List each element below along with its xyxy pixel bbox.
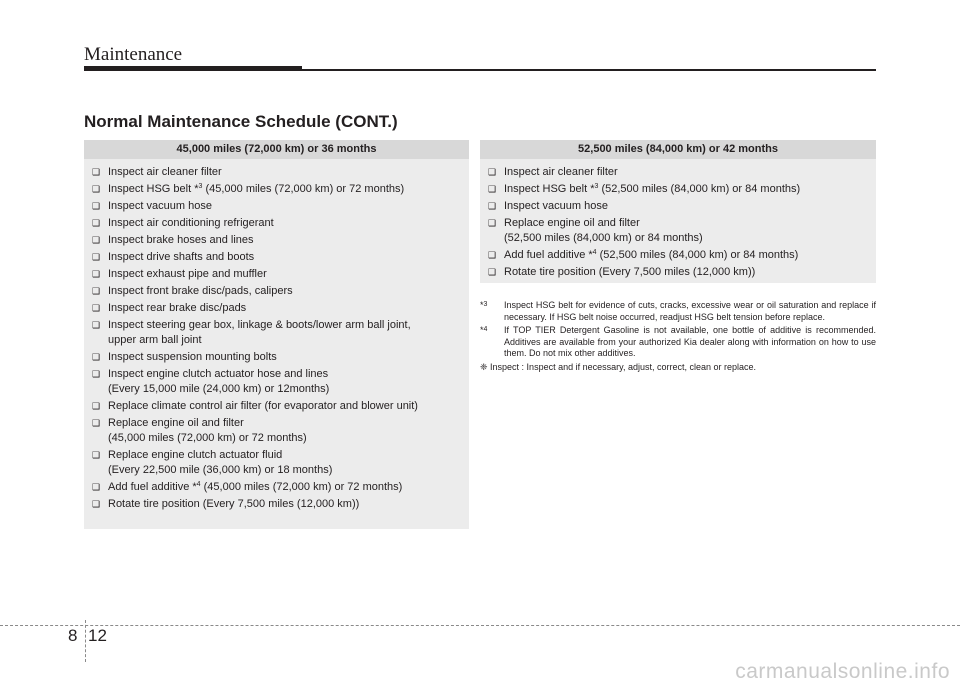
checkbox-icon: ❑ bbox=[92, 286, 101, 296]
checklist-item bbox=[92, 182, 469, 197]
footnote-marker: *$^4$ bbox=[480, 325, 488, 335]
checklist-item bbox=[92, 350, 469, 365]
checkbox-icon: ❑ bbox=[488, 184, 497, 194]
footer-divider bbox=[85, 620, 86, 662]
checklist-item-label: Inspect front brake disc/pads, calipers bbox=[108, 285, 293, 297]
checklist-item-label: Inspect air cleaner filter bbox=[504, 166, 618, 178]
checklist-item bbox=[92, 497, 469, 512]
page-header-title: Maintenance bbox=[84, 44, 183, 65]
checklist-item bbox=[92, 480, 469, 495]
checklist-item bbox=[92, 267, 469, 282]
checklist-item-label: Inspect engine clutch actuator hose and lines (Every 15,000 mile (24,000 km) or 12months) bbox=[108, 368, 330, 395]
checklist-item bbox=[488, 165, 876, 180]
checklist-item-label: Inspect vacuum hose bbox=[108, 200, 212, 212]
checklist-item bbox=[92, 233, 469, 248]
checkbox-icon: ❑ bbox=[92, 269, 101, 279]
checkbox-icon: ❑ bbox=[92, 303, 101, 313]
footnote bbox=[480, 300, 876, 323]
page-number: 12 bbox=[88, 626, 107, 645]
section-title: Normal Maintenance Schedule (CONT.) bbox=[84, 112, 398, 131]
checkbox-icon: ❑ bbox=[92, 167, 101, 177]
checklist bbox=[84, 159, 469, 512]
header-rule-thin bbox=[302, 69, 876, 71]
checkbox-icon: ❑ bbox=[488, 267, 497, 277]
checklist-item-label: Inspect air conditioning refrigerant bbox=[108, 217, 274, 229]
checklist-item-label: Replace engine clutch actuator fluid (Every 22,500 mile (36,000 km) or 18 months) bbox=[108, 449, 333, 476]
checklist-item-label: Inspect HSG belt *$^3$ (45,000 miles (72,000 km) or 72 months) bbox=[108, 183, 405, 195]
checkbox-icon: ❑ bbox=[488, 250, 497, 260]
checklist-item-label: Inspect brake hoses and lines bbox=[108, 234, 254, 246]
checkbox-icon: ❑ bbox=[488, 201, 497, 211]
panel-heading: 45,000 miles (72,000 km) or 36 months bbox=[84, 140, 469, 159]
checkbox-icon: ❑ bbox=[92, 252, 101, 262]
footer-rule bbox=[0, 625, 960, 626]
checklist-item-label: Add fuel additive *$^4$ (52,500 miles (84,000 km) or 84 months) bbox=[504, 249, 799, 261]
checklist-item-label: Replace engine oil and filter (52,500 miles (84,000 km) or 84 months) bbox=[504, 217, 703, 244]
checklist-item-label: Inspect drive shafts and boots bbox=[108, 251, 255, 263]
checklist-item bbox=[92, 250, 469, 265]
footnote-text: If TOP TIER Detergent Gasoline is not available, one bottle of additive is recommended. Additives are available from your authorized Kia dealer along with information on how to use them. Do not mix other additives. bbox=[504, 325, 876, 358]
checkbox-icon: ❑ bbox=[92, 352, 101, 362]
checklist-item bbox=[92, 216, 469, 231]
footnote-marker-number: 3 bbox=[483, 301, 488, 308]
chapter-number: 8 bbox=[68, 626, 78, 645]
checkbox-icon: ❑ bbox=[92, 369, 101, 379]
checklist-item-label: Rotate tire position (Every 7,500 miles (12,000 km)) bbox=[504, 266, 756, 278]
footnote-ref: 4 bbox=[196, 481, 201, 488]
checklist-item-label: Inspect suspension mounting bolts bbox=[108, 351, 277, 363]
checkbox-icon: ❑ bbox=[92, 450, 101, 460]
checklist-item-label: Add fuel additive *$^4$ (45,000 miles (72,000 km) or 72 months) bbox=[108, 481, 403, 493]
checkbox-icon: ❑ bbox=[92, 320, 101, 330]
checklist-item-label: Replace climate control air filter (for evaporator and blower unit) bbox=[108, 400, 418, 412]
checkbox-icon: ❑ bbox=[92, 401, 101, 411]
header-rule-thick bbox=[84, 66, 302, 71]
checklist-item bbox=[488, 216, 876, 246]
checklist-item-label: Inspect air cleaner filter bbox=[108, 166, 222, 178]
panel-heading: 52,500 miles (84,000 km) or 42 months bbox=[480, 140, 876, 159]
checkbox-icon: ❑ bbox=[92, 218, 101, 228]
footnote-text: Inspect HSG belt for evidence of cuts, cracks, excessive wear or oil saturation and replace if necessary. If HSG belt noise occurred, readjust HSG belt tension before replace. bbox=[504, 300, 876, 322]
checklist-item bbox=[92, 318, 469, 348]
inspect-definition-note: ❈ Inspect : Inspect and if necessary, adjust, correct, clean or replace. bbox=[480, 361, 757, 372]
checklist-item bbox=[92, 165, 469, 180]
checklist-item bbox=[92, 448, 469, 478]
checklist-item bbox=[488, 248, 876, 263]
checklist-item bbox=[92, 399, 469, 414]
checklist-item-label: Inspect vacuum hose bbox=[504, 200, 608, 212]
checkbox-icon: ❑ bbox=[92, 499, 101, 509]
checkbox-icon: ❑ bbox=[92, 235, 101, 245]
checkbox-icon: ❑ bbox=[92, 418, 101, 428]
footnote bbox=[480, 325, 876, 360]
watermark: carmanualsonline.info bbox=[735, 660, 950, 683]
footnote-ref: 4 bbox=[592, 249, 597, 256]
checklist-item-label: Inspect steering gear box, linkage & boots/lower arm ball joint, upper arm ball joint bbox=[108, 319, 411, 346]
checklist-item-label: Inspect rear brake disc/pads bbox=[108, 302, 247, 314]
checklist-item-label: Replace engine oil and filter (45,000 miles (72,000 km) or 72 months) bbox=[108, 417, 307, 444]
checklist-item-label: Inspect exhaust pipe and muffler bbox=[108, 268, 267, 280]
checkbox-icon: ❑ bbox=[92, 201, 101, 211]
checklist bbox=[480, 159, 876, 280]
checkbox-icon: ❑ bbox=[488, 218, 497, 228]
checklist-item-label: Rotate tire position (Every 7,500 miles (12,000 km)) bbox=[108, 498, 360, 510]
checkbox-icon: ❑ bbox=[92, 482, 101, 492]
schedule-panel-45000 bbox=[84, 140, 469, 529]
checklist-item bbox=[92, 367, 469, 397]
checkbox-icon: ❑ bbox=[488, 167, 497, 177]
checklist-item bbox=[488, 182, 876, 197]
footnote-marker-number: 4 bbox=[483, 326, 488, 333]
checklist-item bbox=[92, 199, 469, 214]
footnote-marker: *$^3$ bbox=[480, 300, 488, 310]
checklist-item bbox=[488, 265, 876, 280]
footnotes bbox=[480, 300, 876, 373]
checklist-item bbox=[488, 199, 876, 214]
checklist-item bbox=[92, 301, 469, 316]
checklist-item-label: Inspect HSG belt *$^3$ (52,500 miles (84,000 km) or 84 months) bbox=[504, 183, 801, 195]
footnote-ref: 3 bbox=[594, 183, 599, 190]
checklist-item bbox=[92, 284, 469, 299]
checklist-item bbox=[92, 416, 469, 446]
footnote-ref: 3 bbox=[198, 183, 203, 190]
schedule-panel-52500 bbox=[480, 140, 876, 283]
checkbox-icon: ❑ bbox=[92, 184, 101, 194]
